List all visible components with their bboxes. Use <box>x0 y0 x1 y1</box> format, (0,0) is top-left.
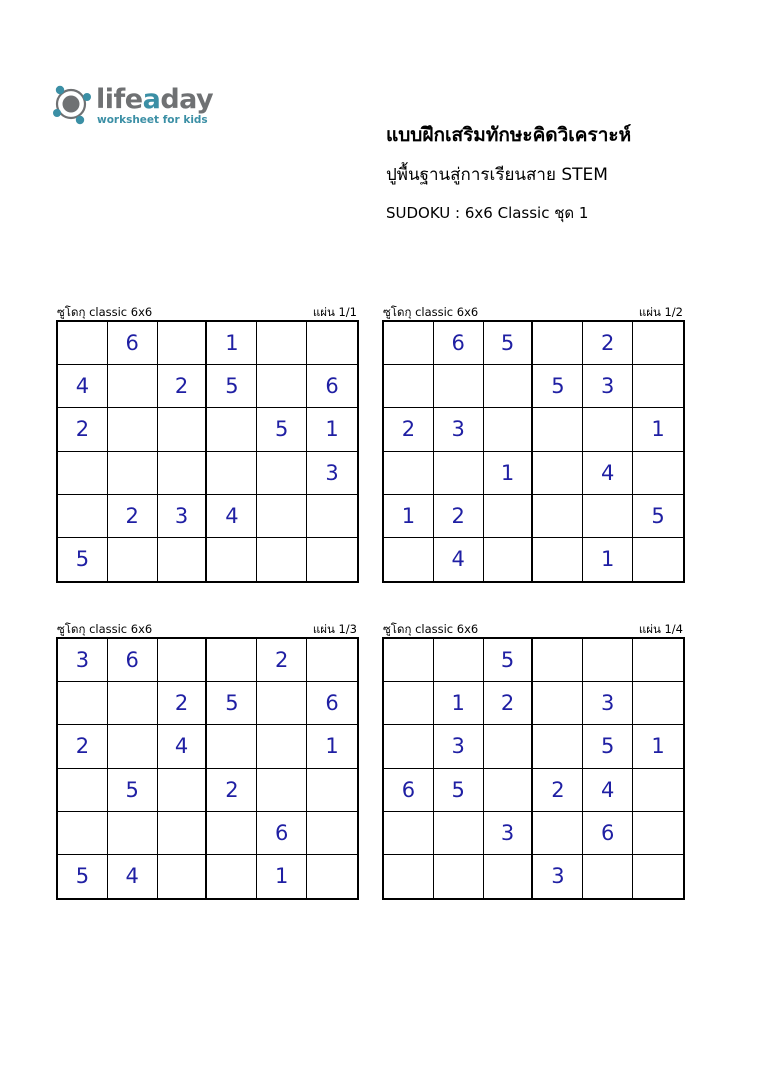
sudoku-cell: 2 <box>533 769 583 812</box>
sudoku-cell <box>207 639 257 682</box>
sudoku-cell <box>108 408 158 451</box>
sudoku-cell: 2 <box>58 408 108 451</box>
sudoku-cell <box>207 538 257 581</box>
sudoku-cell: 5 <box>58 538 108 581</box>
sudoku-cell: 2 <box>108 495 158 538</box>
sudoku-cell: 2 <box>58 725 108 768</box>
sudoku-cell <box>108 725 158 768</box>
sudoku-cell: 2 <box>158 365 208 408</box>
sudoku-cell <box>633 769 683 812</box>
sudoku-cell: 3 <box>533 855 583 898</box>
sudoku-cell: 4 <box>583 452 633 495</box>
sudoku-cell <box>533 495 583 538</box>
sudoku-cell: 1 <box>207 322 257 365</box>
sudoku-cell <box>108 812 158 855</box>
sudoku-cell <box>633 682 683 725</box>
sudoku-grid <box>382 320 685 583</box>
sudoku-cell <box>484 495 534 538</box>
sudoku-cell: 6 <box>307 365 357 408</box>
sudoku-cell <box>533 408 583 451</box>
sudoku-cell <box>307 322 357 365</box>
sudoku-puzzle-3 <box>56 621 359 900</box>
sudoku-cell <box>484 769 534 812</box>
sudoku-cell: 4 <box>434 538 484 581</box>
sudoku-cell <box>583 495 633 538</box>
sudoku-cell: 4 <box>108 855 158 898</box>
molecule-logo-icon <box>50 82 94 128</box>
sudoku-cell <box>533 538 583 581</box>
sudoku-cell: 2 <box>434 495 484 538</box>
sudoku-cell <box>207 452 257 495</box>
sudoku-grid <box>56 637 359 900</box>
sudoku-cell <box>384 682 434 725</box>
sudoku-cell: 5 <box>108 769 158 812</box>
sudoku-cell: 1 <box>384 495 434 538</box>
lifeaday-logo <box>50 82 220 132</box>
sudoku-cell: 1 <box>257 855 307 898</box>
sudoku-cell <box>307 855 357 898</box>
sudoku-cell <box>633 855 683 898</box>
sudoku-cell: 6 <box>434 322 484 365</box>
sudoku-cell: 3 <box>434 725 484 768</box>
sudoku-cell <box>207 725 257 768</box>
sudoku-cell: 1 <box>583 538 633 581</box>
sudoku-cell: 3 <box>434 408 484 451</box>
sudoku-cell <box>257 725 307 768</box>
sudoku-cell <box>633 538 683 581</box>
sudoku-cell <box>384 812 434 855</box>
sudoku-cell: 5 <box>484 639 534 682</box>
sudoku-cell <box>158 639 208 682</box>
sudoku-cell <box>158 538 208 581</box>
sudoku-cell <box>257 495 307 538</box>
sudoku-cell <box>108 452 158 495</box>
sudoku-cell <box>108 538 158 581</box>
sudoku-cell: 4 <box>158 725 208 768</box>
sudoku-cell <box>384 855 434 898</box>
sudoku-cell: 4 <box>58 365 108 408</box>
sudoku-cell <box>384 322 434 365</box>
sudoku-cell <box>533 322 583 365</box>
sudoku-cell <box>307 538 357 581</box>
sudoku-cell: 3 <box>158 495 208 538</box>
sudoku-cell <box>307 495 357 538</box>
sudoku-cell <box>58 682 108 725</box>
puzzle-name: ซูโดกุ classic 6x6 <box>383 305 479 319</box>
puzzle-sheet-number: แผ่น 1/1 <box>312 305 357 319</box>
sudoku-cell <box>533 452 583 495</box>
sudoku-cell <box>108 365 158 408</box>
sudoku-cell <box>108 682 158 725</box>
sudoku-puzzle-4 <box>382 621 685 900</box>
sudoku-puzzle-1 <box>56 304 359 583</box>
worksheet-subtitle: ปูพื้นฐานสู่การเรียนสาย STEM <box>386 165 608 185</box>
sudoku-cell <box>633 812 683 855</box>
sudoku-cell <box>158 322 208 365</box>
puzzle-header <box>382 621 685 637</box>
puzzle-name: ซูโดกุ classic 6x6 <box>57 622 153 636</box>
sudoku-cell: 4 <box>207 495 257 538</box>
sudoku-cell <box>158 452 208 495</box>
sudoku-cell: 6 <box>307 682 357 725</box>
sudoku-cell: 2 <box>158 682 208 725</box>
worksheet-title: แบบฝึกเสริมทักษะคิดวิเคราะห์ <box>386 124 632 146</box>
sudoku-cell <box>633 365 683 408</box>
sudoku-cell <box>434 855 484 898</box>
sudoku-grid <box>56 320 359 583</box>
sudoku-cell <box>307 812 357 855</box>
puzzle-sheet-number: แผ่น 1/4 <box>638 622 683 636</box>
sudoku-cell <box>484 855 534 898</box>
sudoku-cell <box>484 365 534 408</box>
sudoku-cell <box>158 812 208 855</box>
sudoku-cell <box>533 812 583 855</box>
sudoku-cell <box>434 452 484 495</box>
sudoku-cell <box>257 769 307 812</box>
sudoku-cell <box>384 365 434 408</box>
sudoku-cell: 1 <box>633 725 683 768</box>
sudoku-cell: 2 <box>484 682 534 725</box>
sudoku-cell: 5 <box>207 365 257 408</box>
sudoku-cell <box>633 452 683 495</box>
sudoku-cell <box>257 682 307 725</box>
sudoku-cell <box>434 639 484 682</box>
sudoku-cell <box>58 769 108 812</box>
sudoku-cell <box>58 322 108 365</box>
sudoku-cell <box>484 725 534 768</box>
sudoku-cell <box>257 365 307 408</box>
sudoku-cell: 2 <box>207 769 257 812</box>
sudoku-cell <box>58 812 108 855</box>
sudoku-cell: 3 <box>583 365 633 408</box>
sudoku-cell: 3 <box>583 682 633 725</box>
sudoku-cell <box>583 408 633 451</box>
puzzle-sheet-number: แผ่น 1/2 <box>638 305 683 319</box>
sudoku-cell <box>384 639 434 682</box>
sudoku-cell: 1 <box>307 725 357 768</box>
puzzle-header <box>56 621 359 637</box>
sudoku-cell: 5 <box>484 322 534 365</box>
puzzle-header <box>382 304 685 320</box>
sudoku-cell <box>384 725 434 768</box>
sudoku-cell <box>158 408 208 451</box>
sudoku-cell: 3 <box>58 639 108 682</box>
sudoku-cell <box>533 639 583 682</box>
sudoku-cell: 6 <box>257 812 307 855</box>
sudoku-cell: 6 <box>384 769 434 812</box>
sudoku-cell: 1 <box>484 452 534 495</box>
sudoku-cell: 1 <box>434 682 484 725</box>
sudoku-cell <box>58 495 108 538</box>
sudoku-puzzle-2 <box>382 304 685 583</box>
sudoku-cell: 5 <box>207 682 257 725</box>
sudoku-cell: 5 <box>583 725 633 768</box>
sudoku-cell: 2 <box>257 639 307 682</box>
sudoku-cell <box>257 322 307 365</box>
sudoku-cell <box>583 855 633 898</box>
sudoku-cell <box>484 538 534 581</box>
sudoku-cell: 5 <box>633 495 683 538</box>
sudoku-cell: 6 <box>108 639 158 682</box>
sudoku-set-label: SUDOKU : 6x6 Classic ชุด 1 <box>386 204 589 222</box>
sudoku-cell: 1 <box>633 408 683 451</box>
sudoku-cell: 5 <box>58 855 108 898</box>
sudoku-cell: 2 <box>583 322 633 365</box>
sudoku-cell <box>434 812 484 855</box>
sudoku-cell: 4 <box>583 769 633 812</box>
sudoku-cell: 3 <box>307 452 357 495</box>
sudoku-cell: 6 <box>108 322 158 365</box>
puzzle-name: ซูโดกุ classic 6x6 <box>57 305 153 319</box>
logo-wordmark: lifeaday <box>96 84 214 115</box>
puzzle-sheet-number: แผ่น 1/3 <box>312 622 357 636</box>
sudoku-cell <box>384 538 434 581</box>
sudoku-cell <box>158 769 208 812</box>
sudoku-cell <box>158 855 208 898</box>
sudoku-cell <box>434 365 484 408</box>
sudoku-cell: 2 <box>384 408 434 451</box>
puzzle-header <box>56 304 359 320</box>
sudoku-cell: 5 <box>434 769 484 812</box>
sudoku-cell <box>257 538 307 581</box>
sudoku-cell <box>307 769 357 812</box>
sudoku-cell <box>384 452 434 495</box>
logo-tagline: worksheet for kids <box>97 114 208 126</box>
puzzle-name: ซูโดกุ classic 6x6 <box>383 622 479 636</box>
sudoku-cell <box>484 408 534 451</box>
sudoku-cell <box>583 639 633 682</box>
sudoku-cell: 5 <box>257 408 307 451</box>
sudoku-cell: 5 <box>533 365 583 408</box>
sudoku-cell <box>207 408 257 451</box>
sudoku-cell <box>307 639 357 682</box>
sudoku-cell <box>257 452 307 495</box>
sudoku-grid <box>382 637 685 900</box>
sudoku-cell <box>633 322 683 365</box>
sudoku-cell: 6 <box>583 812 633 855</box>
sudoku-cell: 3 <box>484 812 534 855</box>
sudoku-cell <box>207 855 257 898</box>
sudoku-cell <box>207 812 257 855</box>
sudoku-cell <box>58 452 108 495</box>
worksheet-header <box>386 122 631 223</box>
sudoku-cell: 1 <box>307 408 357 451</box>
sudoku-cell <box>533 682 583 725</box>
sudoku-cell <box>533 725 583 768</box>
sudoku-cell <box>633 639 683 682</box>
